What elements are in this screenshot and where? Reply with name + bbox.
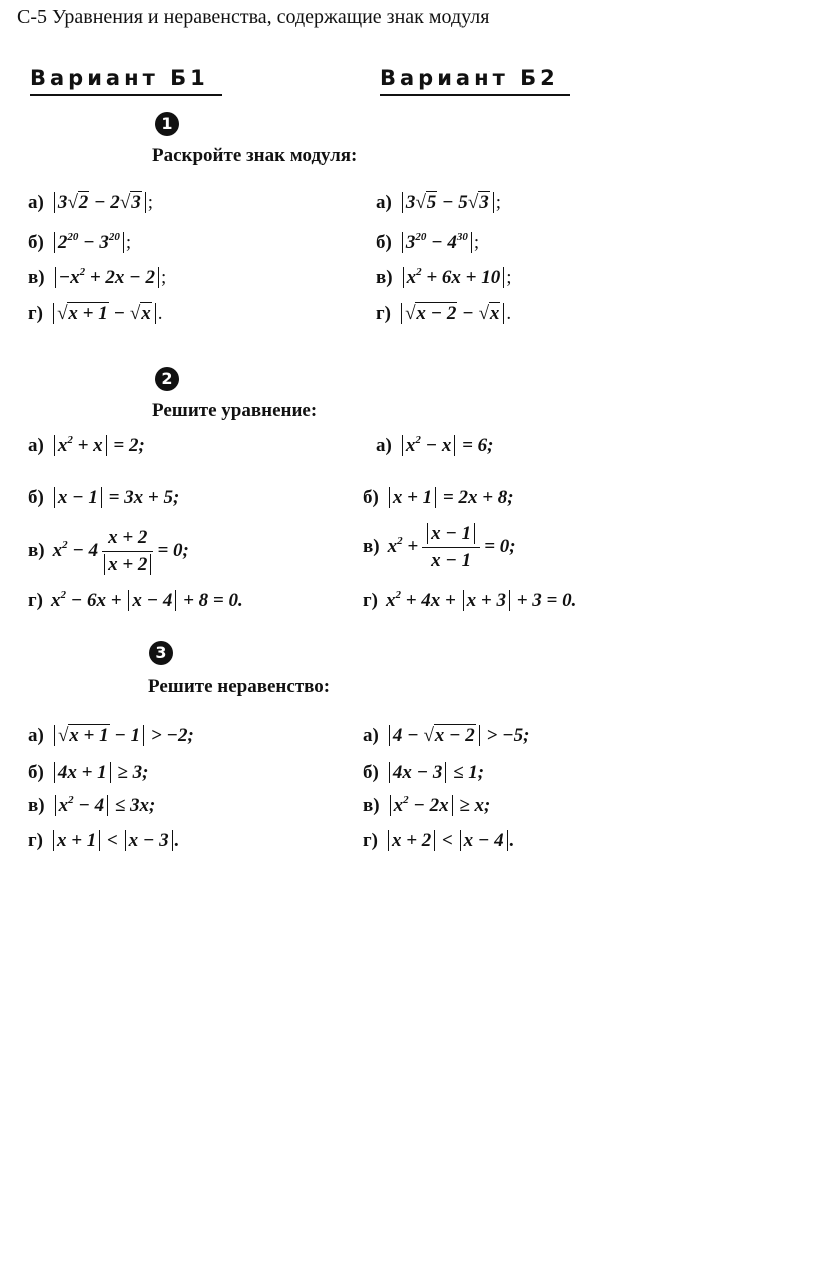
abs-value: √x + 1 − 1 (54, 725, 144, 746)
variant-b1-heading: Вариант Б1 (30, 66, 222, 96)
task-3v-left: в) $x^2 - 4 \le 3x$; (28, 794, 156, 816)
task-1b-left: б) $2^{20} - 3^{20}$ ; (28, 231, 132, 253)
task-3a-right: а) 4 − √x − 2 > −5; (363, 725, 530, 746)
abs-value: 4x − 3 (389, 762, 447, 783)
abs-value: x − 1 (54, 487, 102, 508)
label: а) (28, 435, 44, 456)
abs-value: $x^2 - x$ (402, 435, 456, 456)
label: г) (363, 830, 378, 851)
label: в) (28, 267, 45, 288)
task-1v-left: $в) -x^2 + 2x - 2$ ; (28, 266, 167, 288)
abs-value: x − 4 (460, 830, 508, 851)
task-3g-right: г) x + 2 < x − 4 . (363, 830, 515, 851)
abs-value: x + 3 (463, 590, 510, 611)
abs-value: $x^2 - 4$ (55, 795, 109, 816)
label: в) (363, 535, 380, 557)
task-2g-right: г) $x^2 + 4x + x + 3 + 3 = 0$. (363, 589, 577, 611)
label: а) (376, 192, 392, 213)
variant-b2-heading: Вариант Б2 (380, 66, 570, 96)
abs-value: 4x + 1 (54, 762, 111, 783)
label: а) (28, 192, 44, 213)
label: г) (376, 303, 391, 324)
section-1-number-badge: 1 (155, 112, 179, 136)
task-3b-left: б) 4x + 1 ≥ 3; (28, 762, 149, 783)
abs-value: x + 1 (389, 487, 436, 508)
section-3-number-badge: 3 (149, 641, 173, 665)
task-1b-right: б) $3^{20} - 4^{30}$ ; (376, 231, 480, 253)
section-1-heading: Раскройте знак модуля: (152, 145, 358, 166)
label: б) (28, 762, 44, 783)
fraction: $\frac{x + 2}{x + 2}$ (102, 527, 153, 576)
abs-value: x − 4 (128, 590, 176, 611)
label: г) (28, 303, 43, 324)
label: в) (28, 795, 45, 816)
task-1a-left: а) 3√2 − 2√3 ; (28, 192, 153, 213)
abs-value: 4 − √x − 2 (389, 725, 480, 746)
label: б) (28, 232, 44, 253)
label: а) (376, 435, 392, 456)
task-2b-right: б) x + 1 = 2x + 8; (363, 487, 514, 508)
abs-value: 3√5 − 5√3 (402, 192, 494, 213)
label: б) (363, 487, 379, 508)
task-1v-right: в) $x^2 + 6x + 10$ ; (376, 266, 512, 288)
abs-value: $-x^2 + 2x - 2$ (55, 267, 159, 288)
abs-value: x − 3 (125, 830, 173, 851)
abs-value: $2^{20} - 3^{20}$ (54, 232, 124, 253)
label: г) (28, 590, 43, 611)
label: б) (363, 762, 379, 783)
label: б) (28, 487, 44, 508)
label: в) (363, 795, 380, 816)
task-3v-right: в) $x^2 - 2x \ge x$; (363, 794, 491, 816)
label: в) (28, 539, 45, 561)
label: а) (363, 725, 379, 746)
label: б) (376, 232, 392, 253)
task-2a-left: а) $x^2 + x = 2$; (28, 434, 145, 456)
task-1g-left: г) √x + 1 − √x . (28, 303, 163, 324)
label: г) (28, 830, 43, 851)
section-2-number-badge: 2 (155, 367, 179, 391)
section-3-heading: Решите неравенство: (148, 676, 331, 697)
abs-value: √x + 1 − √x (53, 303, 156, 324)
label: а) (28, 725, 44, 746)
abs-value: x + 1 (53, 830, 100, 851)
abs-value: $x^2 + 6x + 10$ (403, 267, 505, 288)
task-1g-right: г) √x − 2 − √x . (376, 303, 512, 324)
abs-value: $x^2 + x$ (54, 435, 107, 456)
task-2v-left: в) $x^2 - 4$ $\frac{x + 2}{x + 2}$ = 0; (28, 527, 189, 575)
section-2-heading: Решите уравнение: (152, 400, 318, 421)
task-2a-right: а) $x^2 - x = 6$; (376, 434, 494, 456)
abs-value: 3√2 − 2√3 (54, 192, 146, 213)
task-3g-left: г) x + 1 < x − 3 . (28, 830, 180, 851)
abs-value: x + 2 (388, 830, 435, 851)
label: в) (376, 267, 393, 288)
page-title: С-5 Уравнения и неравенства, содержащие знак модуля (17, 6, 490, 28)
task-1a-right: а) 3√5 − 5√3 ; (376, 192, 501, 213)
fraction: $\frac{x - 1}{x - 1}$ (422, 523, 480, 572)
abs-value: $x^2 - 2x$ (390, 795, 453, 816)
task-3b-right: б) 4x − 3 ≤ 1; (363, 762, 485, 783)
abs-value: √x − 2 − √x (401, 303, 504, 324)
task-2b-left: б) x − 1 = 3x + 5; (28, 487, 180, 508)
task-2g-left: г) $x^2 - 6x + x - 4 + 8 = 0$. (28, 589, 243, 611)
label: г) (363, 590, 378, 611)
abs-value: $3^{20} - 4^{30}$ (402, 232, 472, 253)
task-2v-right: в) $x^2$ + $\frac{x - 1}{x - 1}$ = 0; (363, 523, 516, 571)
task-3a-left: а) √x + 1 − 1 > −2; (28, 725, 194, 746)
